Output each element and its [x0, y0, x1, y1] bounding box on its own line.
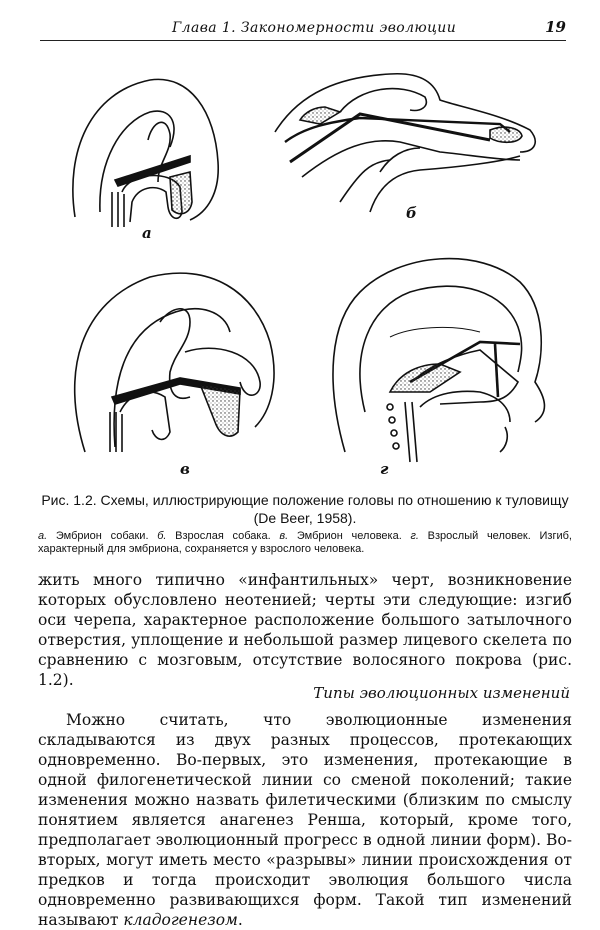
figure-drawing	[40, 52, 570, 484]
running-header	[40, 18, 566, 41]
page-number: 19	[545, 18, 566, 36]
section-heading: Типы эволюционных изменений	[313, 684, 570, 702]
chapter-title: Глава 1. Закономерности эволюции	[172, 20, 457, 36]
panel-a-embryo-dog-drawing	[73, 79, 218, 227]
legend-label-b: б.	[157, 530, 167, 542]
legend-label-a: а.	[38, 530, 48, 542]
legend-label-c: в.	[279, 530, 289, 542]
legend-text-b: Взрослая собака.	[166, 530, 280, 542]
panel-b-adult-dog-drawing	[275, 74, 535, 212]
body-paragraph-2	[38, 710, 572, 930]
para2-end: .	[237, 911, 243, 929]
panel-label-b: б	[406, 204, 417, 222]
figure-1-2	[40, 52, 570, 484]
figure-caption-legend	[38, 530, 572, 556]
legend-text-c: Эмбрион человека.	[288, 530, 411, 542]
figure-caption-title: Рис. 1.2. Схемы, иллюстрирующие положение головы по отношению к туловищу (De Beer, 1958).	[41, 492, 569, 526]
body-paragraph-1: жить много типично «инфантильных» черт, возникновение которых обусловлено неотенией; черты эти следующие: изгиб оси черепа, характерное расположение большого затылочного отверстия, уплощение и небольшой размер лицевого скелета по сравнению с мозговым, отсутствие волосяного покрова (рис. 1.2).	[38, 571, 572, 689]
panel-label-a: а	[142, 224, 152, 242]
legend-text-a: Эмбрион собаки.	[47, 530, 158, 542]
para2-text: Можно считать, что эволюционные изменения складываются из двух разных процессов, протекающих одновременно. Во-первых, это изменения, протекающие в одной филогенетической линии со сменой поколений; такие изменения можно назвать филетическими (близким по смыслу понятием является анагенез Ренша, который, кроме того, предполагает эволюционный прогресс в одной линии форм). Во-вторых, могут иметь место «разрывы» линии происхождения от предков и тогда происходит эволюция большого числа одновременно развивающихся форм. Такой тип изменений называют	[38, 711, 572, 929]
panel-c-embryo-human-drawing	[75, 273, 274, 452]
legend-label-d: г.	[410, 530, 419, 542]
legend-text-d: Взрослый человек. Изгиб, характерный для эмбриона, сохраняется у взрослого человека.	[38, 530, 572, 555]
panel-d-adult-human-drawing	[333, 259, 544, 462]
term-cladogenesis: кладогенезом	[123, 911, 238, 929]
panel-label-d: г	[380, 460, 389, 478]
panel-label-c: в	[180, 460, 190, 478]
